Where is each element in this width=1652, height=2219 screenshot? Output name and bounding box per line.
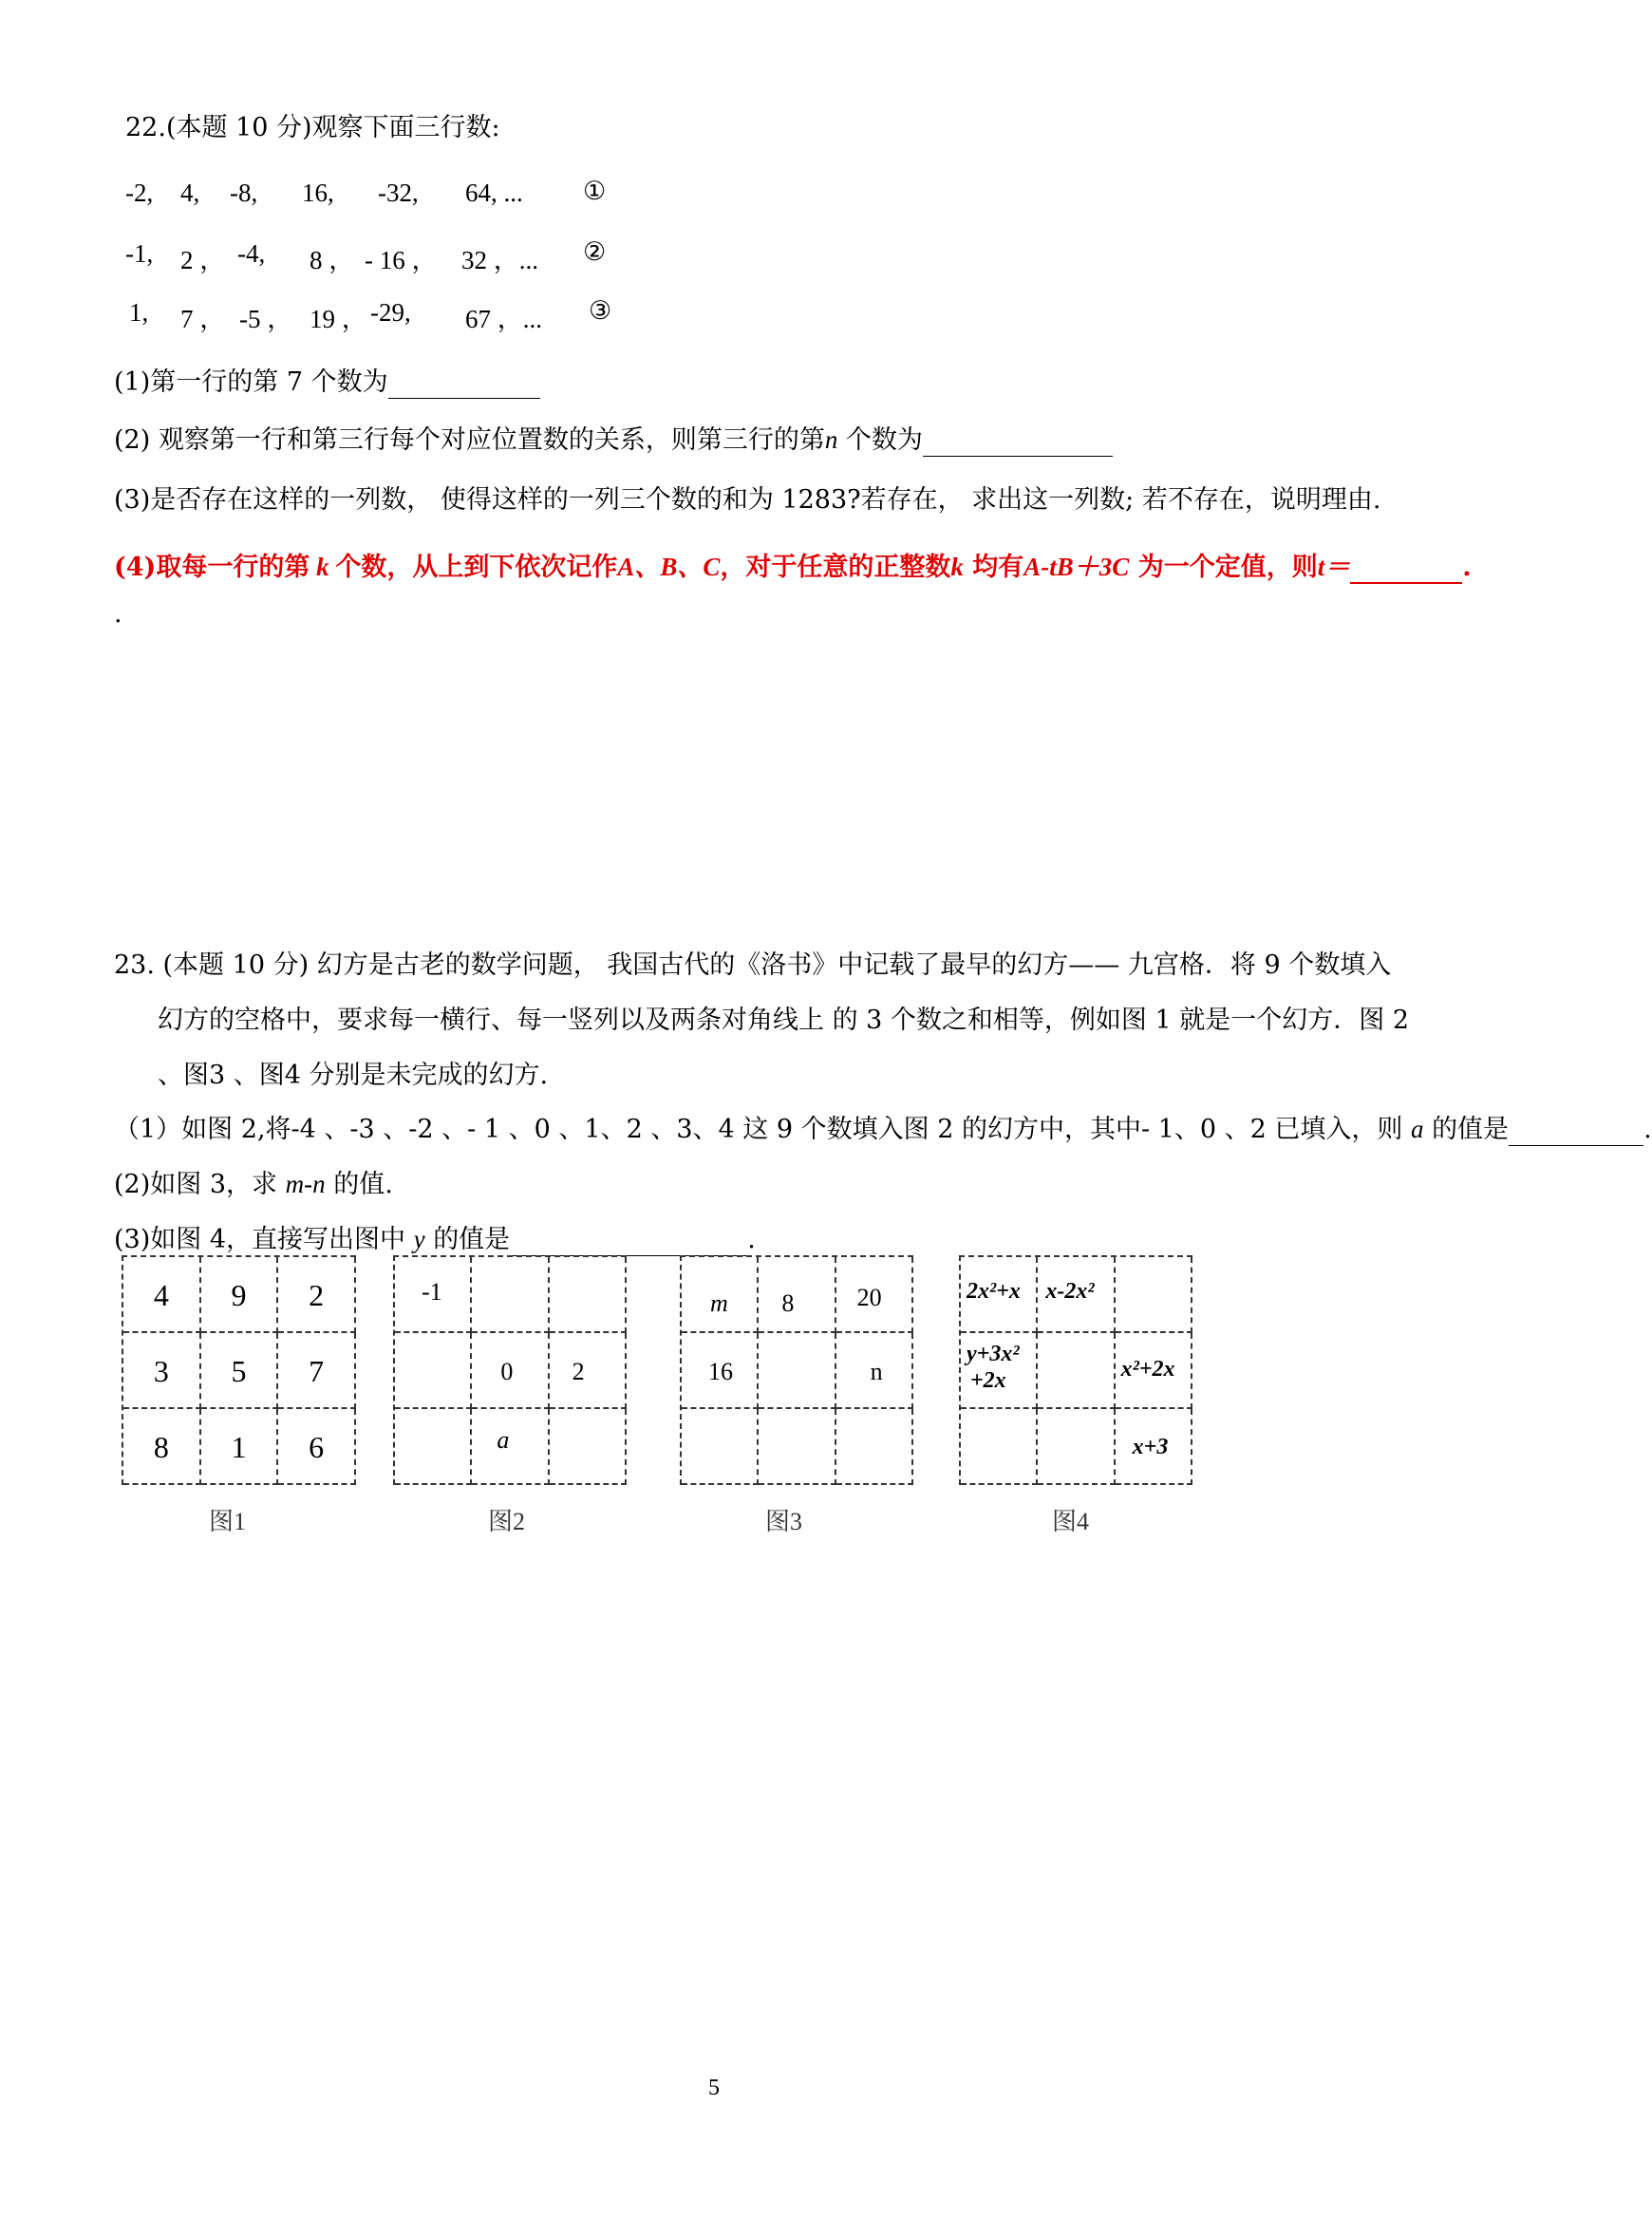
cell-value: 4 <box>153 1278 169 1312</box>
cell-expression: +2x <box>970 1368 1006 1393</box>
variable-y: y <box>413 1225 425 1253</box>
cell-value: 1 <box>231 1430 247 1464</box>
q23-part2-text-end: 的值. <box>333 1170 393 1199</box>
variables-abc: A、B、C <box>617 553 721 581</box>
grid-cell <box>201 1257 279 1333</box>
q23-part1-text: （1）如图 2,将-4 、-3 、-2 、- 1 、0 、1、2 、3、4 这 9 个数填入图 2 的幻方中，其中- 1、0 、2 已填入，则 <box>114 1115 1403 1144</box>
grid-cell <box>1116 1409 1192 1485</box>
magic-square-figure-3 <box>680 1255 913 1485</box>
variable-n: n <box>824 425 838 454</box>
grid-cell <box>395 1409 472 1485</box>
cell-value-m: m <box>710 1289 728 1317</box>
q22-part4-text: 均有 <box>963 553 1024 582</box>
figure-4-caption: 图4 <box>1052 1508 1090 1535</box>
q23-part3-text-end: 的值是 <box>433 1225 511 1254</box>
grid-cell <box>682 1409 759 1485</box>
grid-cell <box>759 1409 835 1485</box>
grid-cell <box>836 1257 913 1333</box>
seq1-item: 64, ... <box>465 179 523 207</box>
figure-3-caption: 图3 <box>765 1508 803 1535</box>
variable-t: t＝ <box>1317 553 1351 581</box>
variable-a: a <box>1410 1115 1424 1143</box>
seq2-item: 2 ， <box>180 246 226 274</box>
grid-cell <box>472 1409 549 1485</box>
grid-cell <box>1038 1409 1115 1485</box>
grid-cell <box>1116 1333 1192 1409</box>
circled-two-marker: ② <box>583 237 607 266</box>
q23-part2 <box>114 1168 393 1201</box>
q23-part1-text-end: 的值是 <box>1432 1115 1510 1144</box>
cell-value: 0 <box>500 1358 514 1385</box>
seq3-item: 7 ， <box>180 305 226 333</box>
q22-header: 22.(本题 10 分)观察下面三行数: <box>125 113 500 142</box>
seq1-item: -8, <box>230 179 258 207</box>
grid-cell <box>278 1333 356 1409</box>
cell-expression: 2x²+x <box>967 1279 1021 1304</box>
seq3-item: 67 ，... <box>465 305 542 333</box>
q23-part2-text: (2)如图 3，求 <box>114 1170 278 1199</box>
cell-value: 2 <box>309 1278 325 1312</box>
variable-k: k <box>950 553 964 581</box>
seq3-item: -5 ， <box>239 305 293 333</box>
grid-cell <box>1116 1257 1192 1333</box>
grid-cell <box>472 1333 549 1409</box>
seq2-item: -4, <box>237 239 266 268</box>
seq1-item: 16, <box>302 179 334 207</box>
cell-expression: x+3 <box>1132 1435 1169 1459</box>
q23-part1-end: . <box>1643 1115 1652 1144</box>
answer-blank <box>1350 555 1462 584</box>
seq3-item: 1, <box>129 298 149 327</box>
grid-cell <box>201 1333 279 1409</box>
sequence-row-1 <box>0 179 1568 211</box>
seq2-item: 32 ，... <box>461 246 538 274</box>
grid-cell <box>123 1409 201 1485</box>
grid-cell <box>550 1409 627 1485</box>
cell-value: 8 <box>781 1289 795 1317</box>
grid-cell <box>682 1333 759 1409</box>
cell-value-a: a <box>497 1426 510 1454</box>
grid-cell <box>395 1257 472 1333</box>
grid-cell <box>759 1333 835 1409</box>
figure-1-caption: 图1 <box>209 1508 247 1535</box>
q22-part4-text: 个数，从上到下依次记作 <box>335 553 618 582</box>
grid-cell <box>961 1333 1038 1409</box>
grid-cell <box>550 1333 627 1409</box>
q23-part1 <box>114 1113 1652 1146</box>
grid-cell <box>201 1409 279 1485</box>
grid-cell <box>961 1409 1038 1485</box>
grid-cell <box>395 1333 472 1409</box>
seq3-item: 19 ， <box>310 305 367 333</box>
magic-square-figure-2 <box>393 1255 627 1485</box>
grid-cell <box>1038 1333 1115 1409</box>
q23-part3 <box>114 1223 756 1256</box>
answer-blank <box>510 1229 747 1256</box>
cell-value: 8 <box>153 1430 169 1464</box>
q22-part4-text: (4)取每一行的第 <box>114 553 310 582</box>
cell-expression: x-2x² <box>1045 1279 1095 1304</box>
cell-value: 6 <box>309 1430 325 1464</box>
q22-part1-text: (1)第一行的第 7 个数为 <box>114 367 388 397</box>
answer-blank <box>923 429 1113 457</box>
expression-m-minus-n: m-n <box>285 1170 326 1198</box>
answer-blank <box>1509 1119 1643 1146</box>
cell-value: 5 <box>231 1354 247 1388</box>
grid-cell <box>278 1257 356 1333</box>
stray-dot: . <box>114 599 122 629</box>
q23-line1: 23. (本题 10 分) 幻方是古老的数学问题， 我国古代的《洛书》中记载了最早的幻方—— 九宫格．将 9 个数填入 <box>114 950 1392 980</box>
sequence-row-3 <box>0 296 1568 333</box>
q22-part4-text: ，对于任意的正整数 <box>720 553 951 582</box>
seq1-item: 4, <box>180 179 200 207</box>
q22-part2-text-end: 个数为 <box>837 425 923 455</box>
cell-value: 9 <box>231 1278 247 1312</box>
answer-blank <box>388 371 540 399</box>
grid-cell <box>961 1257 1038 1333</box>
q22-part1 <box>114 367 540 399</box>
q22-part2-text: (2) 观察第一行和第三行每个对应位置数的关系，则第三行的第 <box>114 425 825 455</box>
seq2-item: -1, <box>125 239 154 268</box>
grid-cell <box>123 1333 201 1409</box>
seq3-item: -29, <box>370 298 411 327</box>
q22-part2 <box>114 423 1113 457</box>
expression: A-tB＋3C <box>1023 553 1130 581</box>
cell-value: -1 <box>422 1278 442 1306</box>
sequence-row-2 <box>0 239 1568 272</box>
grid-cell <box>550 1257 627 1333</box>
cell-value: 3 <box>153 1354 169 1388</box>
figure-2-caption: 图2 <box>488 1508 526 1535</box>
grid-cell <box>836 1409 913 1485</box>
q22-part4-end: . <box>1462 553 1472 582</box>
variable-k: k <box>310 553 336 581</box>
magic-square-figure-1 <box>122 1255 356 1485</box>
grid-cell <box>1038 1257 1115 1333</box>
grid-cell <box>278 1409 356 1485</box>
cell-expression: y+3x² <box>967 1342 1020 1366</box>
seq2-item: 8 ， <box>310 246 355 274</box>
q23-line3: 、图3 、图4 分别是未完成的幻方. <box>158 1061 549 1090</box>
seq1-item: -32, <box>378 179 419 207</box>
grid-cell <box>472 1257 549 1333</box>
q23-line2: 幻方的空格中，要求每一横行、每一竖列以及两条对角线上 的 3 个数之和相等，例如图 1 就是一个幻方．图 2 <box>158 1006 1410 1035</box>
grid-cell <box>123 1257 201 1333</box>
q23-part3-text: (3)如图 4，直接写出图中 <box>114 1225 406 1254</box>
cell-value: 2 <box>572 1358 585 1385</box>
seq2-item: - 16 ， <box>365 246 438 274</box>
grid-cell <box>682 1257 759 1333</box>
cell-expression: x²+2x <box>1120 1357 1175 1382</box>
grid-cell <box>759 1257 835 1333</box>
cell-value: 16 <box>708 1358 733 1385</box>
q22-part4 <box>114 551 1472 584</box>
magic-square-figure-4 <box>959 1255 1192 1485</box>
circled-three-marker: ③ <box>589 296 612 325</box>
q22-part4-text: 为一个定值，则 <box>1129 553 1318 582</box>
cell-value: 7 <box>309 1354 325 1388</box>
cell-value: 20 <box>856 1284 882 1311</box>
q22-part3: (3)是否存在这样的一列数， 使得这样的一列三个数的和为 1283?若存在， 求出这一列数; 若不存在，说明理由. <box>114 485 1381 515</box>
grid-cell <box>836 1333 913 1409</box>
q23-part3-end: . <box>747 1225 756 1254</box>
cell-value-n: n <box>870 1358 883 1385</box>
page-number: 5 <box>708 2076 720 2100</box>
circled-one-marker: ① <box>583 177 607 205</box>
seq1-item: -2, <box>125 179 154 207</box>
